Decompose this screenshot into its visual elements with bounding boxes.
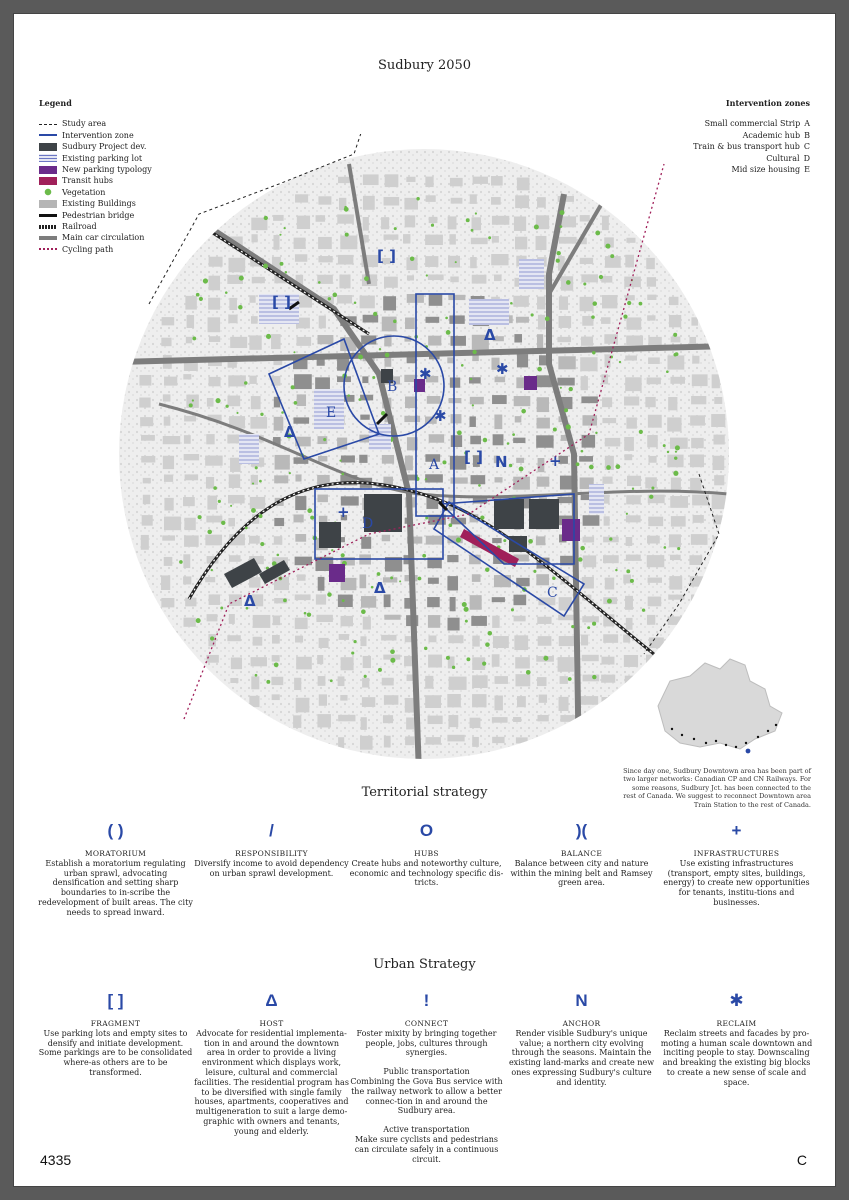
legend-label: Main car circulation xyxy=(62,233,145,243)
urban-item xyxy=(349,989,504,1164)
zone-label: Mid size housing xyxy=(731,165,801,175)
legend-swatch xyxy=(39,225,57,229)
zone-e-label: E xyxy=(326,405,337,421)
fragment-marker-1: [ ] xyxy=(377,247,396,265)
strategy-text: Use existing infrastructures (transport, empty sites, buildings, energy) to create new opportunities for tenants, institu-tions and businesses. xyxy=(663,858,810,907)
strategy-symbol: O xyxy=(419,821,434,840)
zone-label: Academic hub xyxy=(742,130,801,140)
strategy-text: Establish a moratorium regulating urban sprawl, advocating densification and setting sharp boundaries to in-scribe the redevelopment of built areas. The city needs to spread inward. xyxy=(38,858,193,917)
page-title: Sudbury 2050 xyxy=(377,58,472,73)
host-marker-1: Δ xyxy=(284,423,296,441)
plus-marker-1: + xyxy=(337,503,350,521)
territorial-item xyxy=(659,819,814,908)
strategy-subtext: Combining the Gova Bus service with the railway network to allow a better connec-tion in and around the Sudbury area. xyxy=(350,1076,503,1116)
legend-label: Study area xyxy=(62,119,107,129)
strategy-name: RECLAIM xyxy=(716,1019,757,1028)
zones-heading: Intervention zones xyxy=(725,98,810,108)
strategy-name: BALANCE xyxy=(560,849,603,858)
poster-sheet xyxy=(14,14,835,1186)
host-marker-3: Δ xyxy=(374,579,386,597)
map-circle xyxy=(119,134,729,774)
strategy-name: MORATORIUM xyxy=(84,849,147,858)
legend-swatch xyxy=(39,166,57,174)
canada-inset-map xyxy=(650,651,790,761)
strategy-name: RESPONSIBILITY xyxy=(235,849,308,858)
strategy-symbol: N xyxy=(575,991,588,1010)
zone-a-label: A xyxy=(429,457,440,473)
host-marker-2: Δ xyxy=(484,326,496,344)
zone-label: Small commercial Strip xyxy=(704,119,801,129)
legend-label: Existing Buildings xyxy=(62,199,136,209)
strategy-symbol: ✱ xyxy=(729,991,744,1010)
legend-swatch xyxy=(39,236,57,240)
legend-swatch xyxy=(39,200,57,208)
strategy-text: Reclaim streets and facades by pro-moting a human scale downtown and inciting people to stay. Downscaling and breaking the existing big blocks to create a new sense of scale and space. xyxy=(660,1028,813,1087)
legend-label: Existing parking lot xyxy=(62,153,143,163)
strategy-subtext: Make sure cyclists and pedestrians can circulate safely in a continuous circuit. xyxy=(354,1134,499,1164)
zone-letter: B xyxy=(804,130,810,140)
territorial-item xyxy=(504,819,659,888)
anchor-marker: N xyxy=(495,453,508,471)
zone-c-label: C xyxy=(547,585,558,601)
legend-label: Railroad xyxy=(62,221,97,231)
strategy-symbol: / xyxy=(269,821,274,840)
inset-note: Since day one, Sudbury Downtown area has been part of two larger networks: Canadian CP and CN Railways. For some reasons, Sudbury Jct. has been connected to the rest of Canada. We suggest to reconnect Downtown area Train Station to the rest of Canada. xyxy=(623,767,811,809)
legend-swatch xyxy=(39,248,57,250)
map-background xyxy=(119,149,729,759)
strategy-text: Balance between city and nature within the mining belt and Ramsey green area. xyxy=(510,858,653,888)
legend-label: Pedestrian bridge xyxy=(62,210,135,220)
zone-letter: C xyxy=(803,142,810,152)
reclaim-marker-3: ✱ xyxy=(496,360,509,378)
strategy-symbol: Δ xyxy=(265,991,278,1010)
strategy-text: Use parking lots and empty sites to densify and initiate development. Some parkings are to be consolidated where-as others are to be transformed. xyxy=(38,1028,193,1077)
strategy-name: INFRASTRUCTURES xyxy=(693,849,780,858)
strategy-symbol: )( xyxy=(575,821,588,840)
zone-letter: E xyxy=(804,165,810,175)
reclaim-marker-1: ✱ xyxy=(419,365,432,383)
legend-swatch xyxy=(39,154,57,162)
legend-item xyxy=(39,118,152,129)
strategy-text: Advocate for residential implementa-tion in and around the downtown area in order to provide a living environment which displays work, leisure, cultural and commercial facilities. The residential program has to be diversified with single family houses, apartments, cooperatives and multigeneration to suit a large demo-graphic with owners and tenants, young and elderly. xyxy=(194,1028,349,1136)
zone-label: Cultural xyxy=(766,153,800,163)
strategy-symbol: [ ] xyxy=(107,991,124,1010)
legend-swatch xyxy=(39,188,57,196)
reclaim-marker-2: ✱ xyxy=(434,407,447,425)
urban-item xyxy=(659,989,814,1088)
legend-swatch xyxy=(39,124,57,125)
urban-heading: Urban Strategy xyxy=(373,957,476,972)
strategy-name: FRAGMENT xyxy=(90,1019,141,1028)
strategy-symbol: ! xyxy=(423,991,430,1010)
fragment-marker-2: [ ] xyxy=(272,293,291,311)
territorial-item xyxy=(349,819,504,888)
legend-swatch xyxy=(39,134,57,136)
strategy-text: Diversify income to avoid dependency on urban sprawl development. xyxy=(194,858,349,878)
zone-b-label: B xyxy=(387,379,398,395)
fragment-marker-3: [ ] xyxy=(464,448,483,466)
legend-swatch xyxy=(39,177,57,185)
strategy-name: HUBS xyxy=(414,849,439,858)
strategy-text: Create hubs and noteworthy culture, economic and technology specific dis-tricts. xyxy=(349,858,504,888)
strategy-text: Render visible Sudbury's unique value; a northern city evolving through the seasons. Maintain the existing land-marks and create new ones expressing Sudbury's culture and identity. xyxy=(508,1028,655,1087)
zone-letter: A xyxy=(804,119,810,129)
legend-label: Cycling path xyxy=(62,244,114,254)
plus-marker-2: + xyxy=(549,452,562,470)
urban-item xyxy=(194,989,349,1137)
legend-swatch xyxy=(39,143,57,151)
zone-label: Train & bus transport hub xyxy=(693,142,800,152)
legend-label: Sudbury Project dev. xyxy=(62,142,147,152)
territorial-heading: Territorial strategy xyxy=(361,785,488,800)
legend-label: Intervention zone xyxy=(62,130,134,140)
zone-d-label: D xyxy=(362,516,374,532)
legend-swatch xyxy=(39,214,57,217)
urban-item xyxy=(504,989,659,1088)
footer-project-number: 4335 xyxy=(40,1152,72,1168)
footer-sheet-letter: C xyxy=(796,1152,807,1168)
urban-item xyxy=(38,989,193,1078)
legend-heading: Legend xyxy=(39,98,72,108)
zone-item xyxy=(693,118,810,129)
legend-label: Transit hubs xyxy=(62,176,114,186)
zone-letter: D xyxy=(803,153,810,163)
territorial-item xyxy=(194,819,349,878)
strategy-symbol: + xyxy=(731,821,742,840)
strategy-name: ANCHOR xyxy=(562,1019,601,1028)
strategy-text: Foster mixity by bringing together people, jobs, cultures through synergies. xyxy=(356,1028,497,1058)
strategy-name: HOST xyxy=(259,1019,284,1028)
host-marker-4: Δ xyxy=(244,592,256,610)
legend-label: New parking typology xyxy=(62,164,152,174)
strategy-name: CONNECT xyxy=(404,1019,449,1028)
strategy-subtitle: Active transportation xyxy=(383,1125,470,1135)
legend-label: Vegetation xyxy=(62,187,106,197)
strategy-subtitle: Public transportation xyxy=(383,1067,470,1077)
territorial-item xyxy=(38,819,193,918)
strategy-symbol: ( ) xyxy=(107,821,124,840)
